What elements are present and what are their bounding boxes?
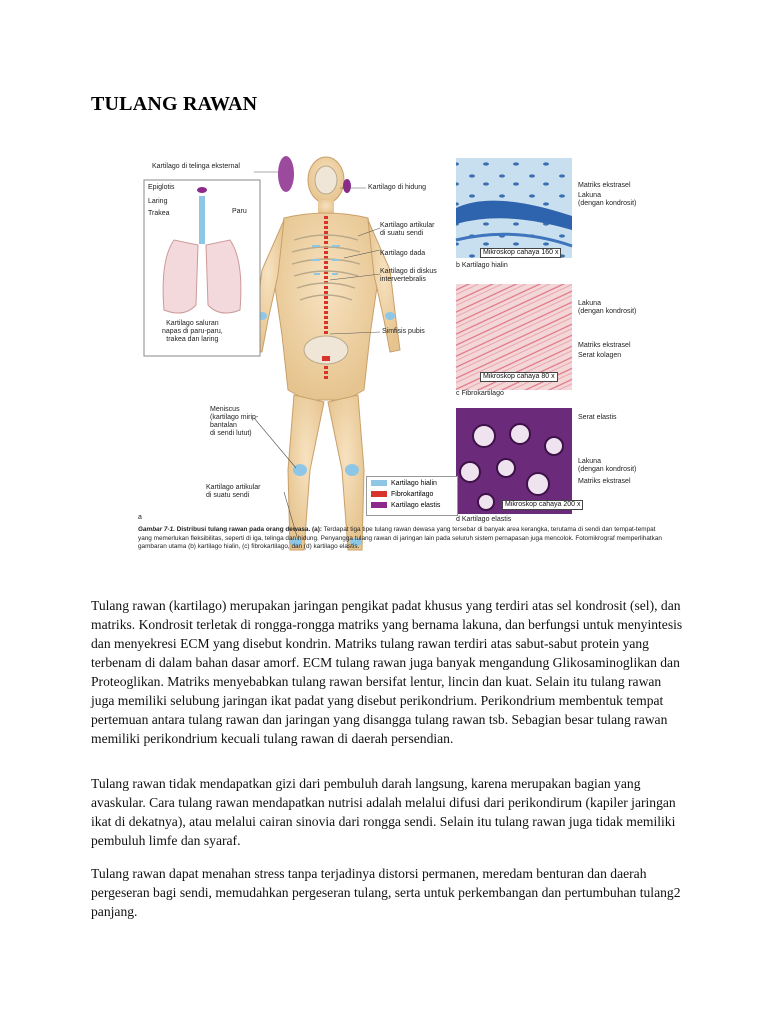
cartilage-legend <box>366 476 458 516</box>
label-larynx: Laring <box>148 198 168 205</box>
label-disc: Kartilago di diskus intervertebralis <box>380 268 437 283</box>
caption-title: Distribusi tulang rawan pada orang dewasa. (a): <box>176 526 322 533</box>
label-fibro-matrix: Matriks ekstrasel <box>578 342 631 349</box>
label-meniscus: Meniscus (kartilago mirip- bantalan di sendi lutut) <box>210 406 259 437</box>
scale-hyaline: Mikroskop cahaya 160 x <box>480 248 561 258</box>
label-articular-bottom: Kartilago artikular di suatu sendi <box>206 484 261 499</box>
scale-elastic: Mikroskop cahaya 200 x <box>502 500 583 510</box>
legend-item-fibro: Fibrokartilago <box>371 490 433 499</box>
label-elastic-lacuna: Lakuna (dengan kondrosit) <box>578 458 637 473</box>
caption-label: Gambar 7-1. <box>138 526 175 533</box>
label-panel-a: a <box>138 514 142 521</box>
label-elastic-name: d Kartilago elastis <box>456 516 512 523</box>
paragraph-2: Tulang rawan tidak mendapatkan gizi dari pembuluh darah langsung, karena merupakan bagian yang avaskular. Cara tulang rawan mendapatkan nutrisi adalah melalui difusi dari perikondirum (kapiler jaringan ikat di dekatnya), atau melalui cairan sinovia dari rongga sendi. Selain itu tulang rawan juga tidak memiliki pembuluh limfe dan syaraf. <box>91 776 676 848</box>
label-epiglottis: Epiglotis <box>148 184 175 191</box>
label-hyaline-name: b Kartilago hialin <box>456 262 508 269</box>
label-articular-joint: Kartilago artikular di suatu sendi <box>380 222 435 237</box>
label-symphysis: Simfisis pubis <box>382 328 425 335</box>
elastic-micrograph <box>456 408 572 514</box>
legend-item-hyaline: Kartilago hialin <box>371 479 437 488</box>
label-fibro-name: c Fibrokartilago <box>456 390 504 397</box>
label-ear: Kartilago di telinga eksternal <box>152 163 240 170</box>
label-elastic-matrix: Matriks ekstrasel <box>578 478 631 485</box>
paragraph-3: Tulang rawan dapat menahan stress tanpa terjadinya distorsi permanen, meredam benturan dan daerah pergeseran bagi sendi, memudahkan pergeseran tulang, serta untuk perkembangan dan pertumbuhan tulang2 panjang. <box>91 866 681 919</box>
paragraph-1: Tulang rawan (kartilago) merupakan jaringan pengikat padat khusus yang terdiri atas sel kondrosit (sel), dan matriks. Kondrosit terletak di rongga-rongga matriks yang bernama lakuna, dan berfungsi untuk menyintesis dan menyekresi ECM yang disebut kondrin. Matriks tulang rawan terdiri atas sabut-sabut protein yang terbenam di dalam bahan dasar amorf. ECM tulang rawan juga banyak mengandung Glikosaminoglikan dan Proteoglikan. Matriks menyebabkan tulang rawan bersifat lentur, lincin dan kuat. Selain itu tulang rawan juga memiliki selubung jaringan ikat padat yang disebut perikondrium. Perikondrium membentuk tempat pertemuan antara tulang rawan dan jaringan yang disangga tulang rawan tsb. Sebagian besar tulang rawan memiliki perikondrium kecuali tulang rawan di daerah persendian. <box>91 598 683 746</box>
caption-text: Terdapat tiga tipe tulang rawan dewasa yang tersebar di banyak area kerangka, terutama di sendi dan tempat-tempat yang memerlukan fleksibilitas, seperti di iga, telinga dan hidung. Penyangga tulang rawan di jaringan lain pada seluruh sistem pernapasan juga mencolok. Fotomikrograf memperlihatkan gambaran utama (b) kartilago hialin, (c) fibrokartilago, dan (d) kartilago elastis. <box>138 526 662 551</box>
label-airway: Kartilago saluran napas di paru-paru, trakea dan laring <box>162 320 223 343</box>
label-elastic-fiber: Serat elastis <box>578 414 617 421</box>
label-lung: Paru <box>232 208 247 215</box>
label-fibro-lacuna: Lakuna (dengan kondrosit) <box>578 300 637 315</box>
label-hyaline-matrix: Matriks ekstrasel <box>578 182 631 189</box>
page-title: TULANG RAWAN <box>91 93 258 115</box>
label-costal: Kartilago dada <box>380 250 426 257</box>
figure-caption <box>138 526 670 552</box>
label-hyaline-lacuna: Lakuna (dengan kondrosit) <box>578 192 637 207</box>
hyaline-micrograph <box>456 158 572 258</box>
cartilage-figure <box>134 150 678 580</box>
legend-item-elastic: Kartilago elastis <box>371 501 440 510</box>
label-nose: Kartilago di hidung <box>368 184 426 191</box>
scale-fibro: Mikroskop cahaya 80 x <box>480 372 558 382</box>
label-fibro-collagen: Serat kolagen <box>578 352 622 359</box>
label-trachea: Trakea <box>148 210 170 217</box>
